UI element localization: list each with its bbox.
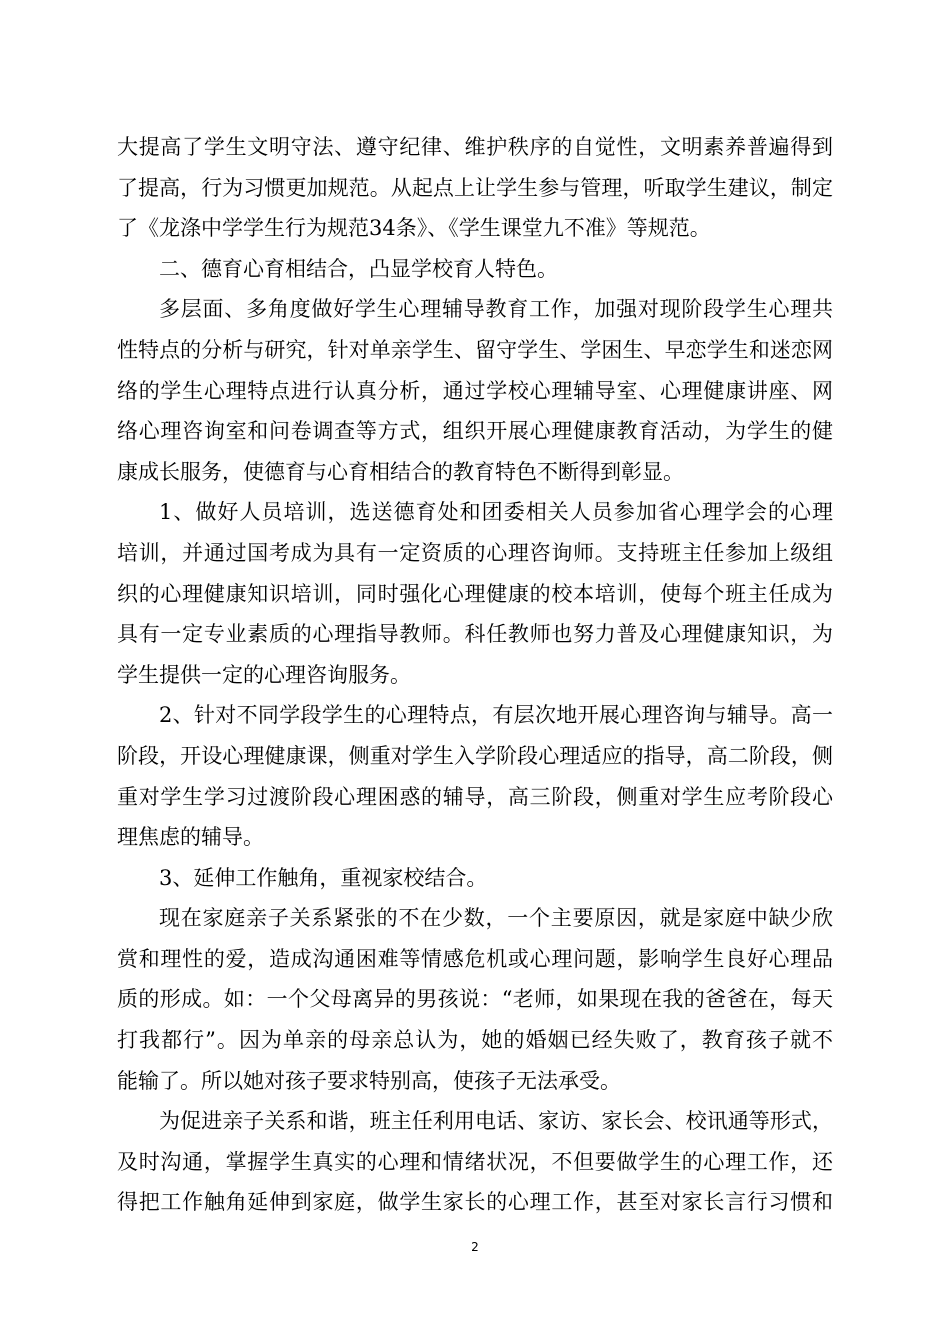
text-line: 织的心理健康知识培训，同时强化心理健康的校本培训，使每个班主任成为 [117, 581, 833, 606]
text-line: 具有一定专业素质的心理指导教师。科任教师也努力普及心理健康知识，为 [117, 622, 833, 647]
text-line: 及时沟通，掌握学生真实的心理和情绪状况，不但要做学生的心理工作，还 [117, 1149, 833, 1174]
text-line: 络心理咨询室和问卷调查等方式，组织开展心理健康教育活动，为学生的健 [117, 419, 833, 444]
text-line: 了提高，行为习惯更加规范。从起点上让学生参与管理，听取学生建议，制定 [117, 175, 833, 200]
text-line: 多层面、多角度做好学生心理辅导教育工作，加强对现阶段学生心理共 [159, 297, 833, 322]
text-line: 康成长服务，使德育与心育相结合的教育特色不断得到彰显。 [117, 459, 684, 484]
text-line: 赏和理性的爱，造成沟通困难等情感危机或心理问题，影响学生良好心理品 [117, 946, 833, 971]
text-line: 学生提供一定的心理咨询服务。 [117, 662, 411, 687]
text-line: 络的学生心理特点进行认真分析，通过学校心理辅导室、心理健康讲座、网 [117, 378, 833, 403]
text-line: 为促进亲子关系和谐，班主任利用电话、家访、家长会、校讯通等形式， [159, 1109, 833, 1134]
text-line: 培训，并通过国考成为具有一定资质的心理咨询师。支持班主任参加上级组 [117, 540, 833, 565]
text-line: 性特点的分析与研究，针对单亲学生、留守学生、学困生、早恋学生和迷恋网 [117, 337, 833, 362]
document-body [117, 127, 833, 1223]
text-line: 重对学生学习过渡阶段心理困惑的辅导，高三阶段，侧重对学生应考阶段心 [117, 784, 833, 809]
text-line: 了《龙涤中学学生行为规范34条》、《学生课堂九不准》等规范。 [117, 216, 711, 241]
text-line: 二、德育心育相结合，凸显学校育人特色。 [159, 256, 558, 281]
text-line: 1、做好人员培训，选送德育处和团委相关人员参加省心理学会的心理 [159, 500, 833, 525]
text-line: 2、针对不同学段学生的心理特点，有层次地开展心理咨询与辅导。高一 [159, 703, 833, 728]
text-line: 现在家庭亲子关系紧张的不在少数，一个主要原因，就是家庭中缺少欣 [159, 906, 833, 931]
text-line: 大提高了学生文明守法、遵守纪律、维护秩序的自觉性，文明素养普遍得到 [117, 135, 833, 159]
text-line: 能输了。所以她对孩子要求特别高，使孩子无法承受。 [117, 1068, 621, 1093]
text-line: 得把工作触角延伸到家庭，做学生家长的心理工作，甚至对家长言行习惯和 [117, 1190, 833, 1215]
text-line: 理焦虑的辅导。 [117, 825, 264, 850]
page-number: 2 [471, 1240, 479, 1254]
text-line: 阶段，开设心理健康课，侧重对学生入学阶段心理适应的指导，高二阶段，侧 [117, 743, 833, 768]
text-line: 质的形成。如：一个父母离异的男孩说：“老师，如果现在我的爸爸在，每天 [117, 987, 833, 1012]
text-line: 打我都行”。因为单亲的母亲总认为，她的婚姻已经失败了，教育孩子就不 [117, 1028, 833, 1053]
text-line: 3、延伸工作触角，重视家校结合。 [159, 865, 488, 890]
